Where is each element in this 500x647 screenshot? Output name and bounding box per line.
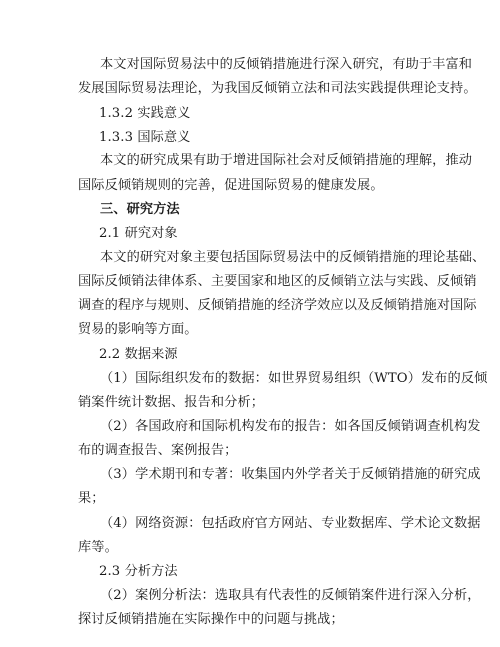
subsection-2-2: 2.2 数据来源 <box>99 347 178 362</box>
list-item-3-line-2: 果； <box>78 491 105 506</box>
paragraph-3-line-3: 调查的程序与规则、反倾销措施的经济学效应以及反倾销措施对国际 <box>78 298 477 313</box>
paragraph-1-line-2: 发展国际贸易法理论，为我国反倾销立法和司法实践提供理论支持。 <box>78 81 477 96</box>
paragraph-1-line-1: 本文对国际贸易法中的反倾销措施进行深入研究，有助于丰富和 <box>100 57 473 72</box>
paragraph-3-line-1: 本文的研究对象主要包括国际贸易法中的反倾销措施的理论基础、 <box>100 250 486 265</box>
list-item-1-line-2: 销案件统计数据、报告和分析； <box>78 395 265 410</box>
paragraph-3-line-2: 国际反倾销法律体系、主要国家和地区的反倾销立法与实践、反倾销 <box>78 274 477 289</box>
section-heading-3: 三、研究方法 <box>100 202 180 217</box>
list-item-2-line-2: 布的调查报告、案例报告； <box>78 443 238 458</box>
paragraph-2-line-1: 本文的研究成果有助于增进国际社会对反倾销措施的理解，推动 <box>100 153 473 168</box>
list-item-4-line-2: 库等。 <box>78 540 118 555</box>
list-item-4-line-1: （4）网络资源：包括政府官方网站、专业数据库、学术论文数据 <box>100 516 481 531</box>
list-item-1-line-1: （1）国际组织发布的数据：如世界贸易组织（WTO）发布的反倾 <box>100 371 488 386</box>
paragraph-2-line-2: 国际反倾销规则的完善，促进国际贸易的健康发展。 <box>78 178 384 193</box>
paragraph-3-line-4: 贸易的影响等方面。 <box>78 322 198 337</box>
list-item-2-line-1: （2）各国政府和国际机构发布的报告：如各国反倾销调查机构发 <box>100 419 481 434</box>
subsection-2-3: 2.3 分析方法 <box>99 564 178 579</box>
subsection-1-3-2: 1.3.2 实践意义 <box>99 106 191 121</box>
subsection-2-1: 2.1 研究对象 <box>99 226 178 241</box>
list-item-3-line-1: （3）学术期刊和专著：收集国内外学者关于反倾销措施的研究成 <box>100 467 481 482</box>
list-item-5-line-2: 探讨反倾销措施在实际操作中的问题与挑战； <box>78 612 344 627</box>
subsection-1-3-3: 1.3.3 国际意义 <box>99 130 191 145</box>
list-item-5-line-1: （2）案例分析法：选取具有代表性的反倾销案件进行深入分析， <box>100 588 481 603</box>
